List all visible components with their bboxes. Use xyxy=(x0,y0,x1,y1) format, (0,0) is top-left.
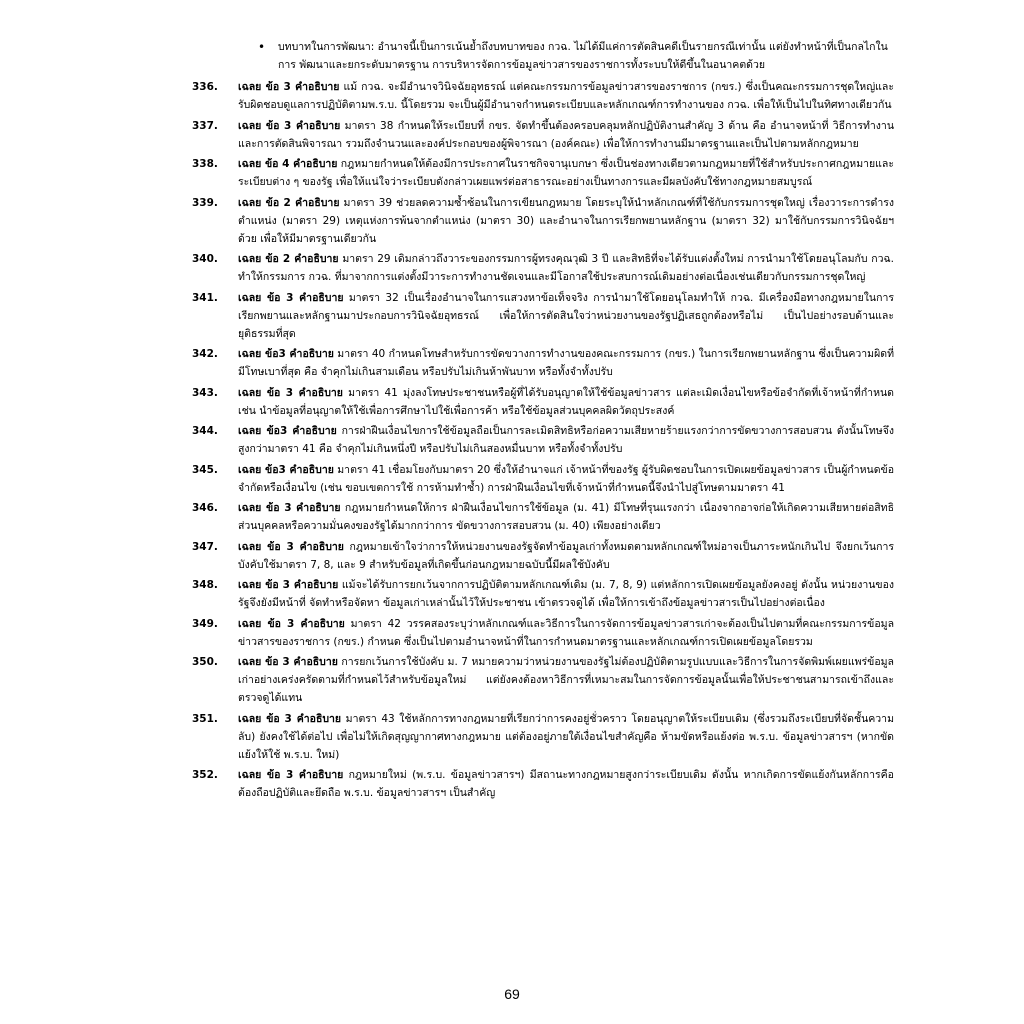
item-body xyxy=(238,289,894,343)
answer-item xyxy=(192,499,894,535)
explanation-text: แม้ กวฉ. จะมีอำนาจวินิจฉัยอุทธรณ์ แต่คณะกรรมการข้อมูลข่าวสารของราชการ (กขร.) ซึ่งเป็นคณะกรรมการชุดใหญ่และรับผิดชอบดูแลการปฏิบัติตามพ.ร.บ. นี้โดยรวม จะเป็นผู้มีอำนาจกำหนดระเบียบและหลักเกณฑ์การทำงานของ กวฉ. เพื่อให้เป็นไปในทิศทางเดียวกัน xyxy=(238,81,894,111)
answer-item xyxy=(192,538,894,574)
answer-item xyxy=(192,576,894,612)
answer-label: เฉลย ข้อ3 คำอธิบาย xyxy=(238,425,337,437)
explanation-text: มาตรา 39 ช่วยลดความซ้ำซ้อนในการเขียนกฎหมาย โดยระบุให้นำหลักเกณฑ์ที่ใช้กับกรรมการชุดใหญ่ เรื่องวาระการดำรงตำแหน่ง (มาตรา 29) เหตุแห่งการพ้นจากตำแหน่ง (มาตรา 30) และอำนาจในการเรียกพยานหลักฐาน (มาตรา 32) มาใช้กับกรรมการวินิจฉัยฯ ด้วย เพื่อให้มีมาตรฐานเดียวกัน xyxy=(238,196,894,245)
explanation-text: มาตรา 41 มุ่งลงโทษประชาชนหรือผู้ที่ได้รับอนุญาตให้ใช้ข้อมูลข่าวสาร แต่ละเมิดเงื่อนไขหรือข้อจำกัดที่เจ้าหน้าที่กำหนด เช่น นำข้อมูลที่อนุญาตให้ใช้เพื่อการศึกษาไปใช้เพื่อการค้า หรือใช้ข้อมูลส่วนบุคคลผิดวัตถุประสงค์ xyxy=(238,386,894,417)
explanation-text: กฎหมายกำหนดให้ต้องมีการประกาศในราชกิจจานุเบกษา ซึ่งเป็นช่องทางเดียวตามกฎหมายที่ใช้สำหรับประกาศกฎหมายและระเบียบต่าง ๆ ของรัฐ เพื่อให้แน่ใจว่าระเบียบดังกล่าวเผยแพร่ต่อสาธารณะอย่างเป็นทางการและมีผลบังคับใช้ทางกฎหมายสมบูรณ์ xyxy=(238,158,895,188)
answer-label: เฉลย ข้อ 3 คำอธิบาย xyxy=(238,656,338,668)
answer-label: เฉลย ข้อ 3 คำอธิบาย xyxy=(238,540,344,553)
explanation-text: มาตรา 29 เดิมกล่าวถึงวาระของกรรมการผู้ทรงคุณวุฒิ 3 ปี และสิทธิที่จะได้รับแต่งตั้งใหม่ การนำมาใช้โดยอนุโลมกับ กวฉ. ทำให้กรรมการ กวฉ. ที่มาจากการแต่งตั้งมีวาระการทำงานชัดเจนและมีโอกาสใช้ประสบการณ์เดิมอย่างต่อเนื่องเช่นเดียวกับกรรมการชุดใหญ่ xyxy=(238,253,894,283)
answer-item xyxy=(192,461,894,497)
answer-label: เฉลย ข้อ 3 คำอธิบาย xyxy=(238,81,340,93)
answer-item xyxy=(192,289,894,343)
answer-item xyxy=(192,653,894,707)
item-number: 344. xyxy=(192,425,218,437)
item-body xyxy=(238,653,894,707)
answer-list xyxy=(192,78,894,802)
answer-label: เฉลย ข้อ 3 คำอธิบาย xyxy=(238,579,339,591)
item-body xyxy=(238,384,894,420)
item-number: 346. xyxy=(192,502,218,514)
bullet-paragraph xyxy=(256,38,894,74)
answer-item xyxy=(192,384,894,420)
answer-label: เฉลย ข้อ 4 คำอธิบาย xyxy=(238,158,338,170)
item-body xyxy=(238,538,894,574)
item-number: 338. xyxy=(192,158,218,170)
bullet-text: บทบาทในการพัฒนา: อำนาจนี้เป็นการเน้นย้ำถึงบทบาทของ กวฉ. ไม่ได้มีแค่การตัดสินคดีเป็นรายกรณีเท่านั้น แต่ยังทำหน้าที่เป็นกลไกในการ พัฒนาและยกระดับมาตรฐาน การบริหารจัดการข้อมูลข่าวสารของราชการทั้งระบบให้ดีขึ้นในอนาคตด้วย xyxy=(278,41,888,71)
item-number: 350. xyxy=(192,656,218,668)
item-number: 348. xyxy=(192,579,218,591)
item-number: 351. xyxy=(192,712,218,725)
item-number: 345. xyxy=(192,463,218,476)
explanation-text: การยกเว้นการใช้บังคับ ม. 7 หมายความว่าหน่วยงานของรัฐไม่ต้องปฏิบัติตามรูปแบบและวิธีการในการจัดพิมพ์เผยแพร่ข้อมูลเก่าอย่างเคร่งครัดตามที่กำหนดไว้สำหรับข้อมูลใหม่ แต่ยังคงต้องหาวิธีการที่เหมาะสมในการจัดการข้อมูลนั้นเพื่อให้ประชาชนสามารถเข้าถึงและตรวจดูได้แทน xyxy=(238,656,894,704)
item-number: 340. xyxy=(192,253,218,265)
explanation-text: มาตรา 40 กำหนดโทษสำหรับการขัดขวางการทำงานของคณะกรรมการ (กขร.) ในการเรียกพยานหลักฐาน ซึ่งเป็นความผิดที่มีโทษเบาที่สุด คือ จำคุกไม่เกินสามเดือน หรือปรับไม่เกินห้าพันบาท หรือทั้งจำทั้งปรับ xyxy=(238,348,894,378)
item-body xyxy=(238,710,894,764)
answer-label: เฉลย ข้อ 2 คำอธิบาย xyxy=(238,253,339,265)
answer-item xyxy=(192,117,894,153)
item-number: 349. xyxy=(192,617,218,630)
item-number: 347. xyxy=(192,540,218,553)
answer-label: เฉลย ข้อ3 คำอธิบาย xyxy=(238,348,334,360)
answer-item xyxy=(192,710,894,764)
item-body xyxy=(238,461,894,497)
answer-item xyxy=(192,615,894,651)
answer-item xyxy=(192,345,894,381)
page-number: 69 xyxy=(504,986,520,1002)
explanation-text: กฎหมายเข้าใจว่าการให้หน่วยงานของรัฐจัดทำข้อมูลเก่าทั้งหมดตามหลักเกณฑ์ใหม่อาจเป็นภาระหนักเกินไป จึงยกเว้นการบังคับใช้มาตรา 7, 8, และ 9 สำหรับข้อมูลที่เกิดขึ้นก่อนกฎหมายฉบับนี้มีผลใช้บังคับ xyxy=(238,540,894,571)
answer-item xyxy=(192,422,894,458)
item-number: 341. xyxy=(192,291,218,304)
explanation-text: กฎหมายกำหนดให้การ ฝ่าฝืนเงื่อนไขการใช้ข้อมูล (ม. 41) มีโทษที่รุนแรงกว่า เนื่องจากอาจก่อให้เกิดความเสียหายต่อสิทธิส่วนบุคคลหรือความมั่นคงของรัฐได้มากกว่าการ ขัดขวางการสอบสวน (ม. 40) เพียงอย่างเดียว xyxy=(238,502,894,532)
item-body xyxy=(238,499,894,535)
answer-item xyxy=(192,194,894,248)
bullet-icon: • xyxy=(258,40,266,54)
item-body xyxy=(238,576,894,612)
explanation-text: มาตรา 41 เชื่อมโยงกับมาตรา 20 ซึ่งให้อำนาจแก่ เจ้าหน้าที่ของรัฐ ผู้รับผิดชอบในการเปิดเผยข้อมูลข่าวสาร เป็นผู้กำหนดข้อจำกัดหรือเงื่อนไข (เช่น ขอบเขตการใช้ การห้ามทำซ้ำ) การฝ่าฝืนเงื่อนไขที่เจ้าหน้าที่กำหนดนี้จึงนำไปสู่โทษตามมาตรา 41 xyxy=(238,463,894,494)
answer-label: เฉลย ข้อ 3 คำอธิบาย xyxy=(238,386,343,399)
answer-label: เฉลย ข้อ3 คำอธิบาย xyxy=(238,463,334,476)
item-body xyxy=(238,250,894,286)
answer-label: เฉลย ข้อ 3 คำอธิบาย xyxy=(238,617,345,630)
explanation-text: การฝ่าฝืนเงื่อนไขการใช้ข้อมูลถือเป็นการละเมิดสิทธิหรือก่อความเสียหายร้ายแรงกว่าการขัดขวางการสอบสวน ดังนั้นโทษจึงสูงกว่ามาตรา 41 คือ จำคุกไม่เกินหนึ่งปี หรือปรับไม่เกินสองหมื่นบาท หรือทั้งจำทั้งปรับ xyxy=(238,425,894,455)
answer-label: เฉลย ข้อ 2 คำอธิบาย xyxy=(238,196,340,209)
explanation-text: มาตรา 42 วรรคสองระบุว่าหลักเกณฑ์และวิธีการในการจัดการข้อมูลข่าวสารเก่าจะต้องเป็นไปตามที่คณะกรรมการข้อมูลข่าวสารของราชการ (กขร.) กำหนด ซึ่งเป็นไปตามอำนาจหน้าที่ในการกำหนดมาตรฐานและหลักเกณฑ์การเปิดเผยข้อมูลโดยรวม xyxy=(238,617,894,648)
explanation-text: กฎหมายใหม่ (พ.ร.บ. ข้อมูลข่าวสารฯ) มีสถานะทางกฎหมายสูงกว่าระเบียบเดิม ดังนั้น หากเกิดการขัดแย้งกันหลักการคือต้องถือปฏิบัติและยึดถือ พ.ร.บ. ข้อมูลข่าวสารฯ เป็นสำคัญ xyxy=(238,769,894,799)
item-body xyxy=(238,766,894,802)
item-number: 342. xyxy=(192,348,218,360)
item-body xyxy=(238,345,894,381)
item-number: 339. xyxy=(192,196,218,209)
item-number: 336. xyxy=(192,81,218,93)
answer-label: เฉลย ข้อ 3 คำอธิบาย xyxy=(238,119,341,132)
explanation-text: แม้จะได้รับการยกเว้นจากการปฏิบัติตามหลักเกณฑ์เดิม (ม. 7, 8, 9) แต่หลักการเปิดเผยข้อมูลยังคงอยู่ ดังนั้น หน่วยงานของรัฐจึงยังมีหน้าที่ จัดทำหรือจัดหา ข้อมูลเก่าเหล่านั้นไว้ให้ประชาชน เข้าตรวจดูได้ เพื่อให้การเข้าถึงข้อมูลข่าวสารเป็นไปอย่างต่อเนื่อง xyxy=(238,579,895,609)
explanation-text: มาตรา 38 กำหนดให้ระเบียบที่ กขร. จัดทำขึ้นต้องครอบคลุมหลักปฏิบัติงานสำคัญ 3 ด้าน คือ อำนาจหน้าที่ วิธีการทำงานและการตัดสินพิจารณา รวมถึงจำนวนและองค์ประกอบของผู้พิจารณา (องค์คณะ) เพื่อให้การทำงานมีมาตรฐานและเป็นไปตามหลักกฎหมาย xyxy=(238,119,894,150)
answer-item xyxy=(192,766,894,802)
item-number: 343. xyxy=(192,386,218,399)
answer-item xyxy=(192,250,894,286)
answer-label: เฉลย ข้อ 3 คำอธิบาย xyxy=(238,291,344,304)
item-number: 352. xyxy=(192,769,218,781)
answer-item xyxy=(192,78,894,114)
item-body xyxy=(238,615,894,651)
item-body xyxy=(238,422,894,458)
explanation-text: มาตรา 43 ใช้หลักการทางกฎหมายที่เรียกว่าการคงอยู่ชั่วคราว โดยอนุญาตให้ระเบียบเดิม (ซึ่งรวมถึงระเบียบที่จัดชั้นความลับ) ยังคงใช้ได้ต่อไป เพื่อไม่ให้เกิดสุญญากาศทางกฎหมาย แต่ต้องอยู่ภายใต้เงื่อนไขสำคัญคือ ห้ามขัดหรือแย้งต่อ พ.ร.บ. ข้อมูลข่าวสารฯ (หากขัดแย้งให้ใช้ พ.ร.บ. ใหม่) xyxy=(238,712,894,761)
answer-item xyxy=(192,155,894,191)
item-body xyxy=(238,78,894,114)
item-number: 337. xyxy=(192,119,218,132)
answer-label: เฉลย ข้อ 3 คำอธิบาย xyxy=(238,712,342,725)
item-body xyxy=(238,117,894,153)
item-body xyxy=(238,194,894,248)
item-body xyxy=(238,155,894,191)
answer-label: เฉลย ข้อ 3 คำอธิบาย xyxy=(238,502,341,514)
explanation-text: มาตรา 32 เป็นเรื่องอำนาจในการแสวงหาข้อเท็จจริง การนำมาใช้โดยอนุโลมทำให้ กวฉ. มีเครื่องมือทางกฎหมายในการเรียกพยานและหลักฐานมาประกอบการวินิจฉัยอุทธรณ์ เพื่อให้การตัดสินใจว่าหน่วยงานของรัฐปฏิเสธถูกต้องหรือไม่ เป็นไปอย่างรอบด้านและยุติธรรมที่สุด xyxy=(238,291,894,340)
answer-label: เฉลย ข้อ 3 คำอธิบาย xyxy=(238,769,344,781)
